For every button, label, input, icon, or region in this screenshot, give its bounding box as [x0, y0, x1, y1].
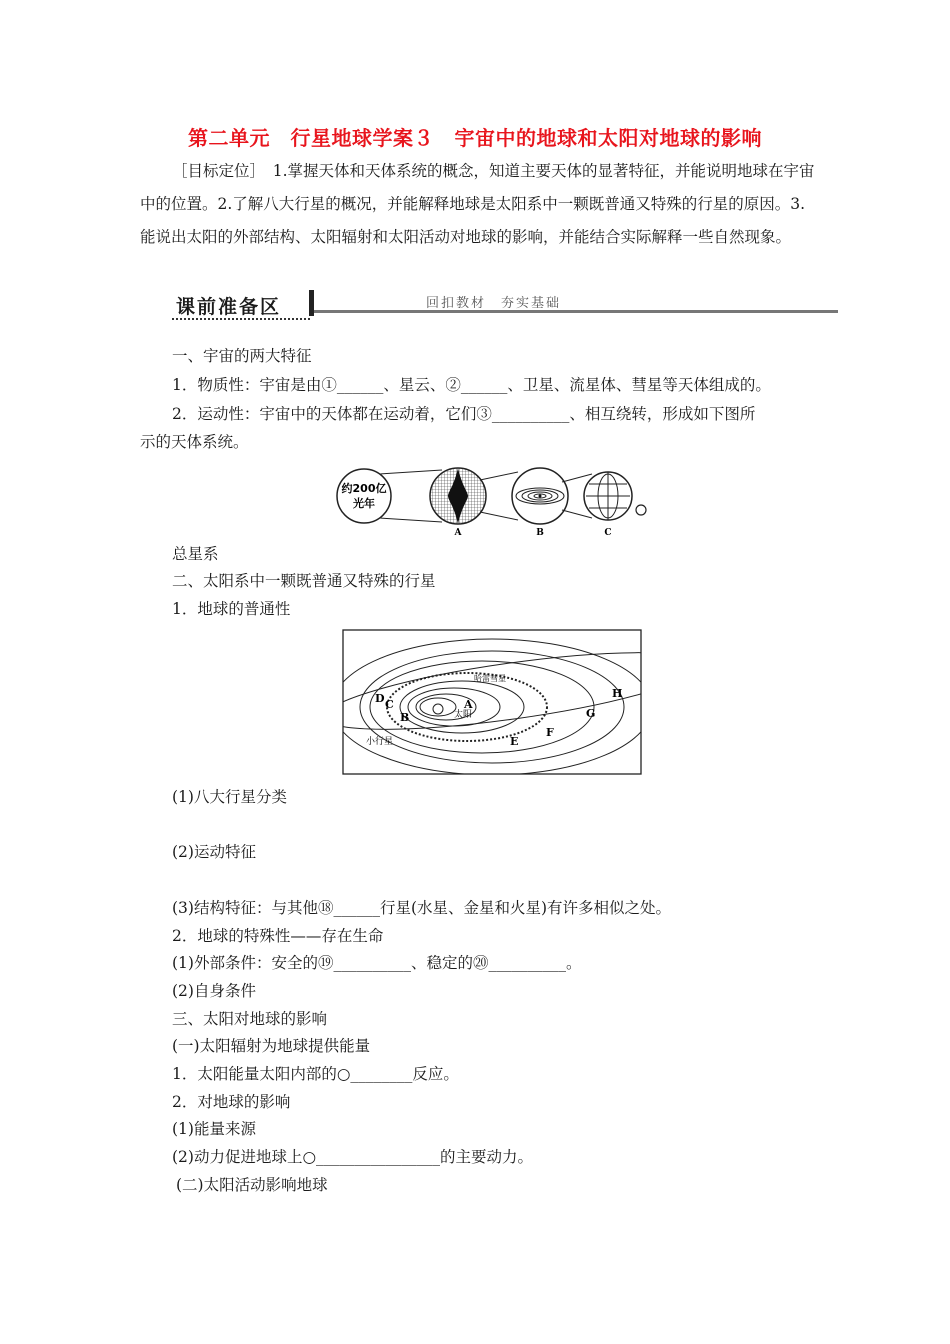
s3-line2: 2．对地球的影响	[172, 1093, 291, 1111]
banner-dotted-underline	[172, 318, 310, 320]
banner-title: 课前准备区	[176, 296, 282, 318]
fig2-label-h: H	[612, 687, 623, 700]
s3-sub2: (二)太阳活动影响地球	[176, 1176, 328, 1194]
s1-line3: 示的天体系统。	[140, 433, 249, 451]
fig2-sun-label: 太阳	[454, 710, 473, 720]
s2-line1: 1．地球的普通性	[172, 600, 291, 618]
solar-system-figure	[342, 629, 642, 775]
learning-goals: ［目标定位］ 1.掌握天体和天体系统的概念，知道主要天体的显著特征，并能说明地球在宇宙中的位置。2.了解八大行星的概况，并能解释地球是太阳系中一颗既普通又特殊的行星的原因。3.能说出太阳的外部结构、太阳辐射和太阳活动对地球的影响，并能结合实际解释一些自然现象。	[140, 162, 815, 246]
fig2-label-a: A	[464, 698, 473, 711]
s3-line4: (2)动力促进地球上○________________的主要动力。	[172, 1148, 533, 1166]
fig2-label-c: C	[385, 698, 394, 711]
fig1-label-lightyear: 光年	[353, 497, 375, 510]
moon-circle	[636, 505, 646, 515]
s2b-p1: (1)八大行星分类	[172, 788, 287, 806]
s3-heading: 三、太阳对地球的影响	[172, 1010, 328, 1028]
s2b-p4: 2．地球的特殊性——存在生命	[172, 927, 384, 945]
fig2-label-b: B	[400, 711, 410, 724]
s2-heading: 二、太阳系中一颗既普通又特殊的行星	[172, 572, 436, 590]
page-title: 第二单元 行星地球学案３ 宇宙中的地球和太阳对地球的影响	[188, 126, 762, 150]
celestial-system-figure	[330, 462, 660, 542]
s2b-p6: (2)自身条件	[172, 982, 256, 1000]
s2b-p5: (1)外部条件：安全的⑲__________、稳定的⑳__________。	[172, 954, 582, 972]
banner-subtitle: 回扣教材 夯实基础	[426, 296, 562, 311]
fig2-comet-label: 哈雷彗星	[474, 674, 506, 683]
s2b-p3: (3)结构特征：与其他⑱______行星(水星、金星和火星)有许多相似之处。	[172, 899, 672, 917]
fig1-label-b: B	[536, 528, 544, 538]
s2b-p2: (2)运动特征	[172, 843, 256, 861]
fig2-label-g: G	[586, 707, 596, 720]
s1-line1: 1．物质性：宇宙是由①______、星云、②______、卫星、流星体、彗星等天体组成的。	[172, 376, 771, 394]
fig1-label-a: A	[454, 528, 462, 538]
s3-line3: (1)能量来源	[172, 1120, 256, 1138]
banner-rule	[314, 310, 838, 313]
fig2-label-d: D	[375, 692, 385, 705]
s3-line1: 1．太阳能量太阳内部的○________反应。	[172, 1065, 459, 1083]
fig2-label-f: F	[546, 726, 554, 739]
sun-icon	[433, 704, 443, 714]
fig2-label-e: E	[510, 735, 519, 748]
fig2-asteroid-label: 小行星	[366, 737, 394, 747]
fig1-caption: 总星系	[172, 545, 219, 563]
s1-heading: 一、宇宙的两大特征	[172, 347, 312, 365]
s1-line2: 2．运动性：宇宙中的天体都在运动着，它们③__________、相互绕转，形成如下图所	[172, 405, 756, 423]
section-banner	[172, 288, 838, 320]
s3-sub1: (一)太阳辐射为地球提供能量	[172, 1037, 371, 1055]
fig1-label-c: C	[604, 528, 612, 538]
fig1-label-200: 约200亿	[341, 482, 387, 495]
